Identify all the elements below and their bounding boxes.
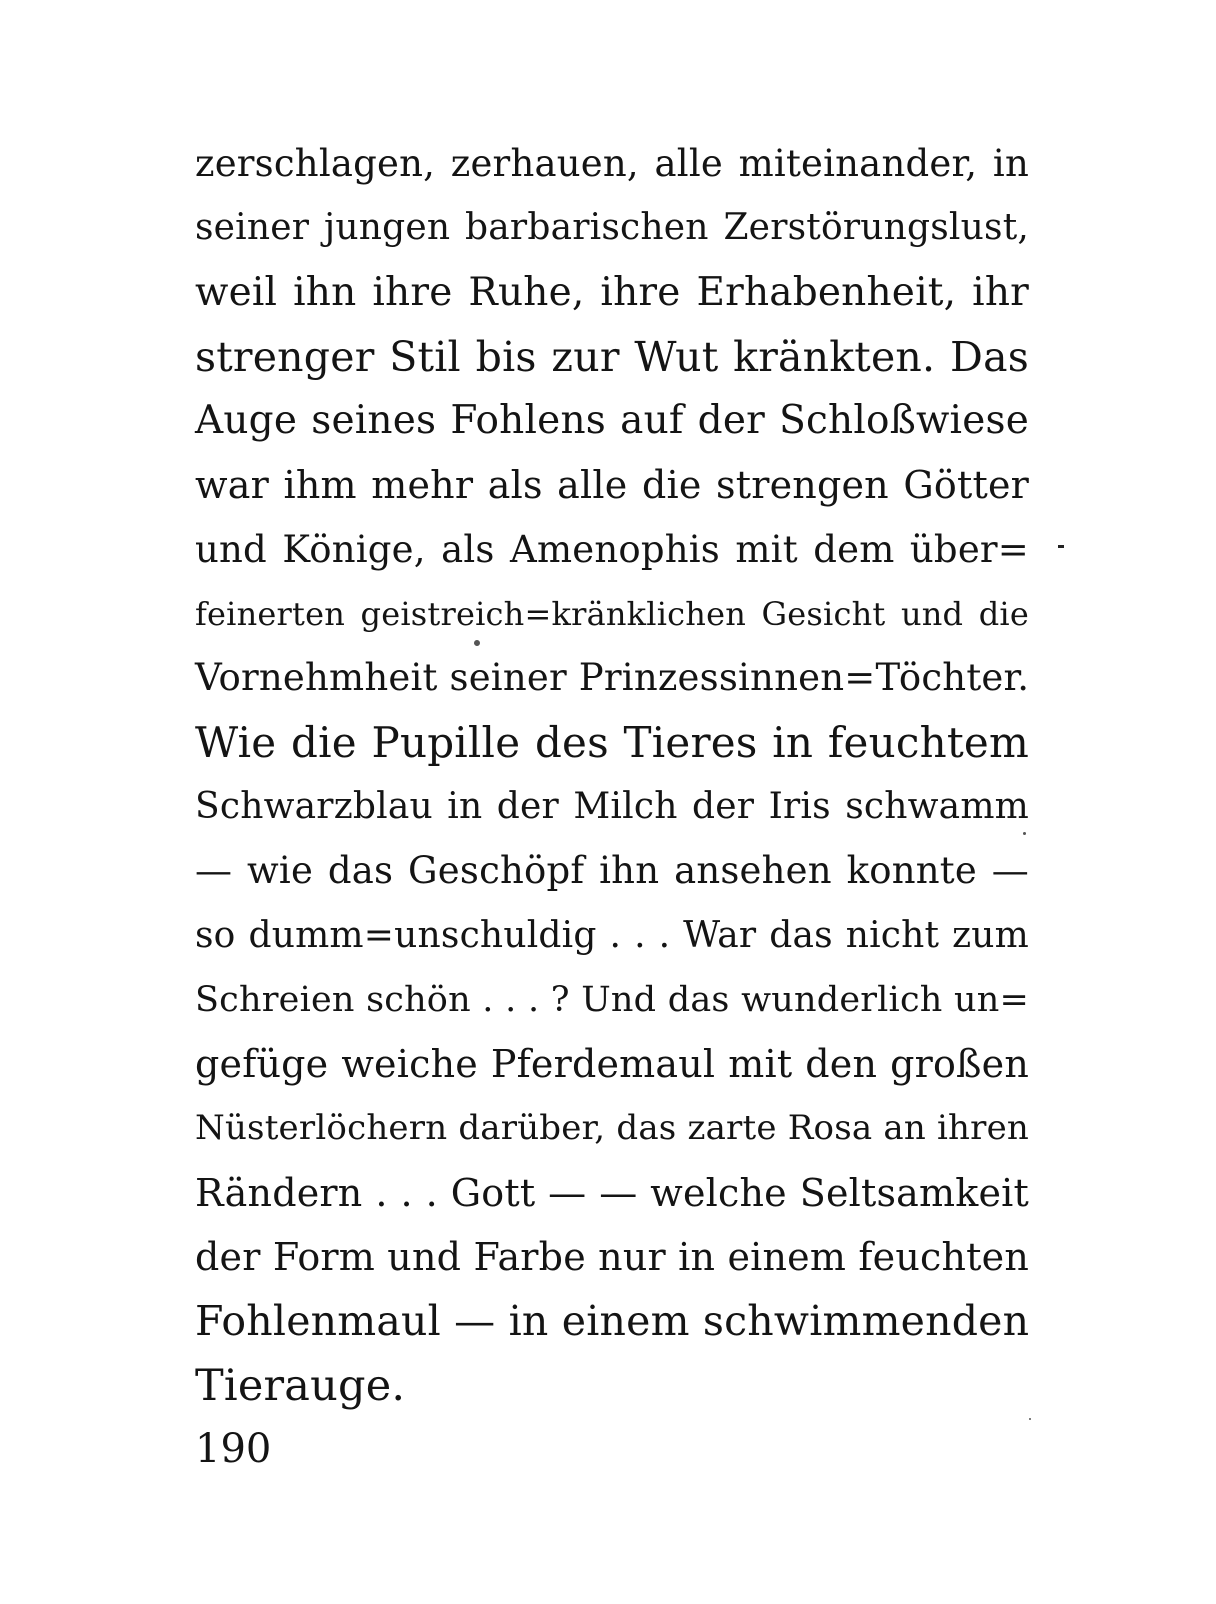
text-line: — wie das Geschöpf ihn ansehen konnte — xyxy=(195,849,1029,893)
text-line: war ihm mehr als alle die strengen Götter xyxy=(195,463,1029,508)
text-line: gefüge weiche Pferdemaul mit den großen xyxy=(195,1042,1029,1087)
body-text xyxy=(195,132,1029,1418)
text-line: zerschlagen, zerhauen, alle miteinander, in xyxy=(195,142,1029,185)
page-number: 190 xyxy=(195,1426,272,1472)
text-line: feinerten geistreich=kränklichen Gesicht und die xyxy=(195,595,1029,634)
text-line: seiner jungen barbarischen Zerstörungslust, xyxy=(195,207,1029,249)
ink-speck xyxy=(1023,832,1026,835)
text-line: Vornehmheit seiner Prinzessinnen=Töchter. xyxy=(195,656,1030,700)
text-line: Auge seines Fohlens auf der Schloßwiese xyxy=(195,398,1029,444)
text-line: Nüsterlöchern darüber, das zarte Rosa an ihren xyxy=(195,1108,1029,1149)
text-line: der Form und Farbe nur in einem feuchten xyxy=(195,1235,1029,1280)
text-line: strenger Stil bis zur Wut kränkten. Das xyxy=(195,332,1029,381)
text-line: so dumm=unschuldig . . . War das nicht zum xyxy=(195,914,1029,956)
text-line-last: Tierauge. xyxy=(195,1360,406,1411)
text-line: Schwarzblau in der Milch der Iris schwamm xyxy=(195,785,1029,827)
text-line: Schreien schön . . . ? Und das wunderlich un= xyxy=(195,979,1029,1020)
text-line: weil ihn ihre Ruhe, ihre Erhabenheit, ihr xyxy=(195,269,1029,315)
text-line: Rändern . . . Gott — — welche Seltsamkeit xyxy=(195,1170,1029,1215)
margin-dash-mark xyxy=(1058,545,1064,548)
text-line: Wie die Pupille des Tieres in feuchtem xyxy=(195,717,1029,767)
text-line: Fohlenmaul — in einem schwimmenden xyxy=(195,1297,1030,1346)
ink-speck xyxy=(1029,1418,1031,1420)
text-line: und Könige, als Amenophis mit dem über= xyxy=(195,527,1029,571)
